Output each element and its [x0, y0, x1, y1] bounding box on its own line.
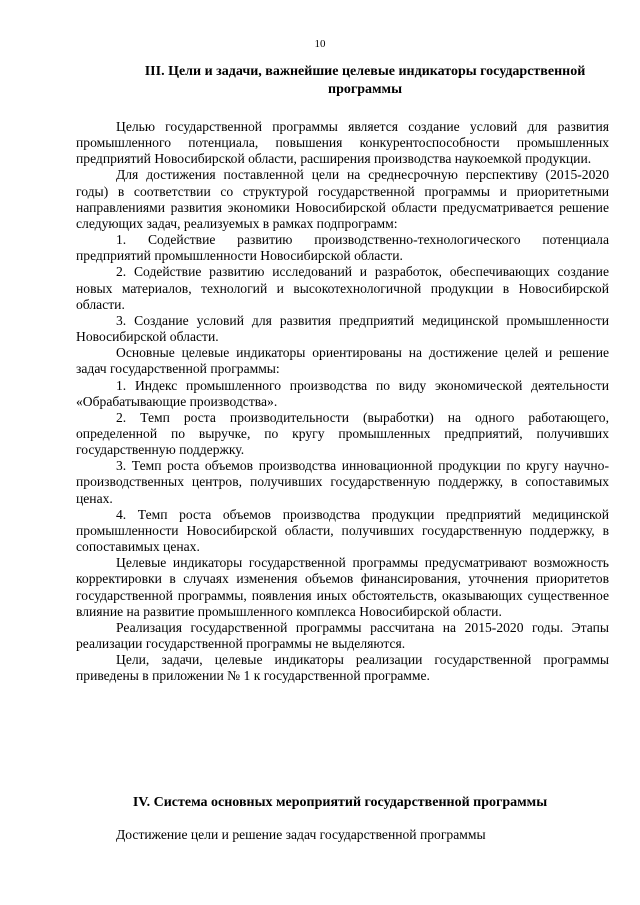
section-3-body [76, 119, 609, 684]
paragraph: Достижение цели и решение задач государственной программы [116, 827, 486, 842]
paragraph: 3. Темп роста объемов производства инновационной продукции по кругу научно-производственных центров, получивших государственную поддержку, в сопоставимых ценах. [76, 458, 609, 506]
section-4-heading: IV. Система основных мероприятий государственной программы [132, 795, 548, 810]
section-3-heading: III. Цели и задачи, важнейшие целевые индикаторы государственной программы [144, 64, 586, 97]
paragraph: 2. Темп роста производительности (выработки) на одного работающего, определенной по выручке, по кругу промышленных предприятий, получивших государственную поддержку. [76, 409, 609, 458]
page-number: 10 [314, 38, 326, 50]
paragraph: 1. Индекс промышленного производства по виду экономической деятельности «Обрабатывающие производства». [76, 377, 609, 409]
paragraph: 3. Создание условий для развития предприятий медицинской промышленности Новосибирской области. [76, 312, 609, 345]
paragraph: Основные целевые индикаторы ориентированы на достижение целей и решение задач государственной программы: [76, 345, 609, 377]
paragraph: 2. Содействие развитию исследований и разработок, обеспечивающих создание новых материалов, технологий и высокотехнологичной продукции в Новосибирской области. [76, 264, 609, 312]
paragraph: Для достижения поставленной цели на среднесрочную перспективу (2015-2020 годы) в соответствии со структурой государственной программы и приоритетными направлениями развития экономики Новосибирской области предусматривается решение следующих задач, реализуемых в рамках подпрограмм: [76, 167, 609, 231]
paragraph: Целью государственной программы является создание условий для развития промышленного потенциала, повышения конкурентоспособности промышленных предприятий Новосибирской области, расширения производства наукоемкой продукции. [76, 119, 609, 167]
paragraph: Реализация государственной программы рассчитана на 2015-2020 годы. Этапы реализации государственной программы не выделяются. [76, 619, 609, 651]
paragraph: Цели, задачи, целевые индикаторы реализации государственной программы приведены в приложении № 1 к государственной программе. [76, 652, 609, 684]
section-4-body [76, 827, 609, 843]
paragraph: Целевые индикаторы государственной программы предусматривают возможность корректировки в случаях изменения объемов финансирования, уточнения приоритетов государственной программы, появления иных обстоятельств, оказывающих существенное влияние на развитие промышленного комплекса Новосибирской области. [76, 555, 609, 619]
paragraph: 4. Темп роста объемов производства продукции предприятий медицинской промышленности Новосибирской области, получивших государственную поддержку, в сопоставимых ценах. [76, 506, 609, 555]
paragraph: 1. Содействие развитию производственно-технологического потенциала предприятий промышленности Новосибирской области. [76, 232, 609, 264]
